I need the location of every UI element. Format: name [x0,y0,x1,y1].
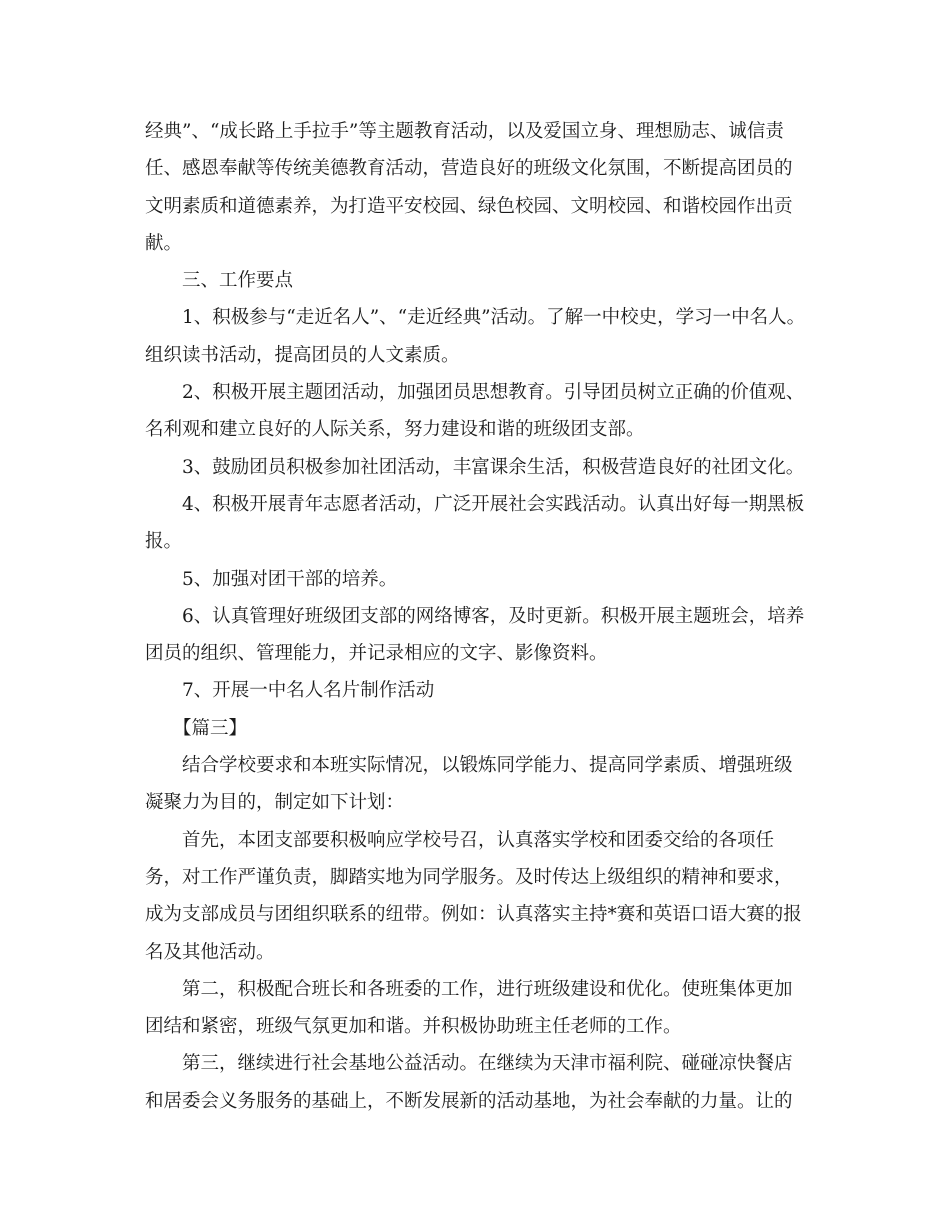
text-line: 名及其他活动。 [145,941,275,963]
text-line: 7、开展一中名人名片制作活动 [182,680,435,702]
text-line: 报。 [145,531,183,553]
text-line: 献。 [145,232,183,254]
text-line: 务，对工作严谨负责，脚踏实地为同学服务。及时传达上级组织的精神和要求， [145,866,793,888]
text-line: 第二，积极配合班长和各班委的工作，进行班级建设和优化。使班集体更加 [182,978,793,1000]
text-line: 团结和紧密，班级气氛更加和谐。并积极协助班主任老师的工作。 [145,1016,682,1038]
text-line: 5、加强对团干部的培养。 [182,568,398,590]
text-line: 经典”、“成长路上手拉手”等主题教育活动，以及爱国立身、理想励志、诚信责 [145,121,784,142]
section-heading: 三、工作要点 [182,270,294,292]
text-line: 任、感恩奉献等传统美德教育活动，营造良好的班级文化氛围，不断提高团员的 [145,158,793,180]
section-title: 【篇三】 [173,717,248,739]
text-line: 凝聚力为目的，制定如下计划： [145,792,405,814]
text-line: 名利观和建立良好的人际关系，努力建设和谐的班级团支部。 [145,419,645,441]
text-line: 首先，本团支部要积极响应学校号召，认真落实学校和团委交给的各项任 [182,829,775,851]
text-line: 和居委会义务服务的基础上，不断发展新的活动基地，为社会奉献的力量。让的 [145,1090,793,1112]
text-line: 4、积极开展青年志愿者活动，广泛开展社会实践活动。认真出好每一期黑板 [182,493,805,515]
text-line: 成为支部成员与团组织联系的纽带。例如：认真落实主持*赛和英语口语大赛的报 [145,904,802,926]
text-line: 2、积极开展主题团活动，加强团员思想教育。引导团员树立正确的价值观、 [182,382,805,404]
document-page [145,113,805,1120]
text-line: 组织读书活动，提高团员的人文素质。 [145,344,460,366]
text-line: 文明素质和道德素养，为打造平安校园、绿色校园、文明校园、和谐校园作出贡 [145,195,793,217]
text-line: 6、认真管理好班级团支部的网络博客，及时更新。积极开展主题班会，培养 [182,605,805,627]
text-line: 团员的组织、管理能力，并记录相应的文字、影像资料。 [145,643,608,665]
text-line: 1、积极参与“走近名人”、“走近经典”活动。了解一中校史，学习一中名人。 [182,307,806,329]
text-line: 3、鼓励团员积极参加社团活动，丰富课余生活，积极营造良好的社团文化。 [182,456,805,478]
text-line: 结合学校要求和本班实际情况，以锻炼同学能力、提高同学素质、增强班级 [182,755,793,777]
text-line: 第三，继续进行社会基地公益活动。在继续为天津市福利院、碰碰凉快餐店 [182,1053,793,1075]
